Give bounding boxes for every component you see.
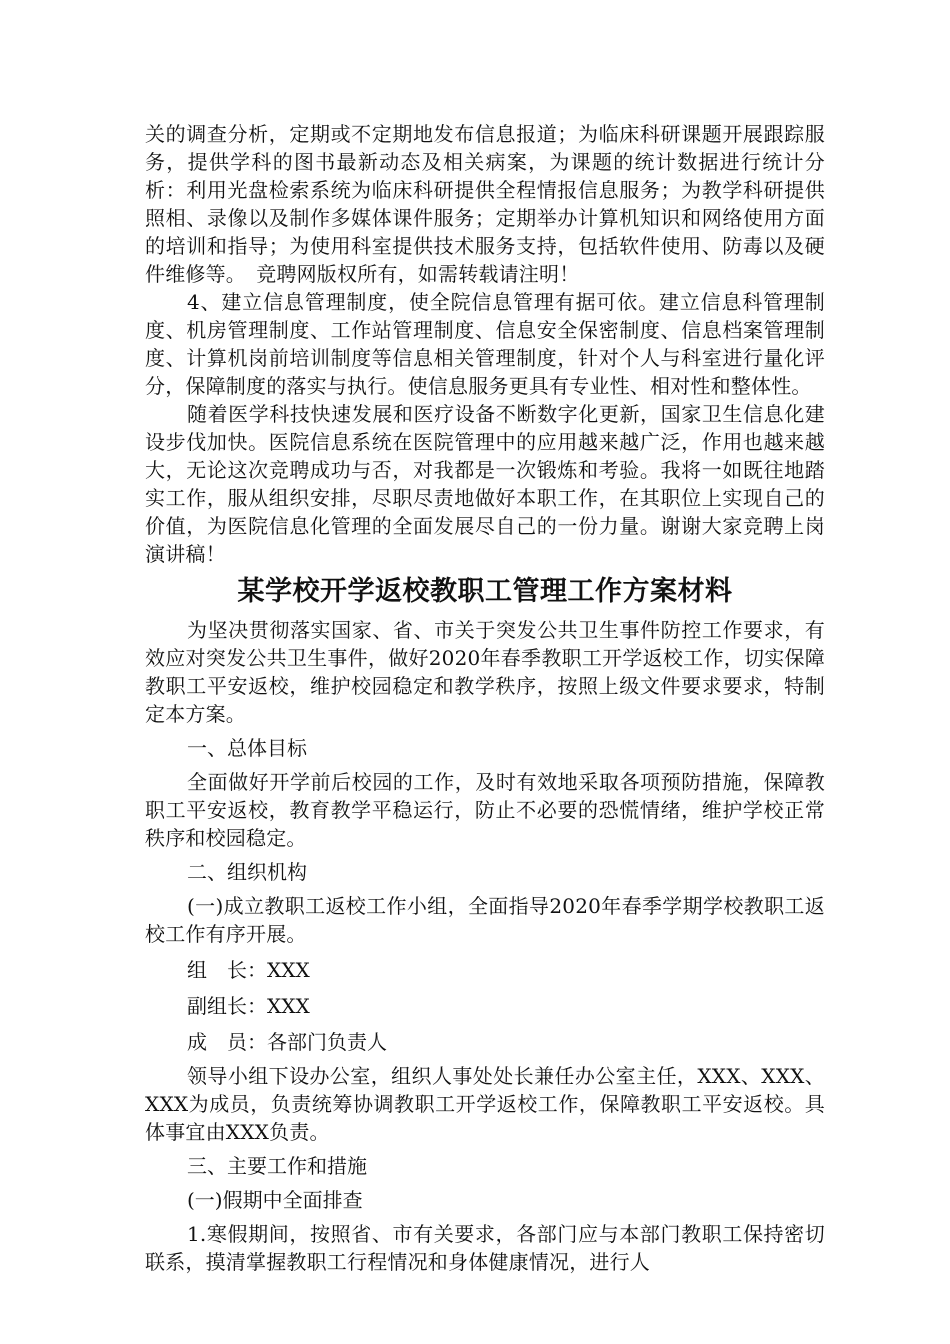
- paragraph-office: 领导小组下设办公室，组织人事处处长兼任办公室主任，XXX、XXX、XXX为成员，负责统筹协调教职工开学返校工作，保障教职工平安返校。具体事宜由XXX负责。: [145, 1064, 825, 1144]
- paragraph-goal: 全面做好开学前后校园的工作，及时有效地采取各项预防措施，保障教职工平安返校，教育教学平稳运行，防止不必要的恐慌情绪，维护学校正常秩序和校园稳定。: [145, 770, 825, 850]
- paragraph-closing: 随着医学科技快速发展和医疗设备不断数字化更新，国家卫生信息化建设步伐加快。医院信息系统在医院管理中的应用越来越广泛，作用也越来越大，无论这次竞聘成功与否，对我都是一次锻炼和考验。我将一如既往地踏实工作，服从组织安排，尽职尽责地做好本职工作，在其职位上实现自己的价值，为医院信息化管理的全面发展尽自己的一份力量。谢谢大家竞聘上岗演讲稿！: [145, 402, 825, 566]
- document-page: [145, 120, 825, 1276]
- paragraph-info-management: 4、建立信息管理制度，使全院信息管理有据可依。建立信息科管理制度、机房管理制度、工作站管理制度、信息安全保密制度、信息档案管理制度、计算机岗前培训制度等信息相关管理制度，针对个人与科室进行量化评分，保障制度的落实与执行。使信息服务更具有专业性、相对性和整体性。: [145, 290, 825, 398]
- leader-line: 组 长：XXX: [187, 958, 310, 982]
- members-line: 成 员：各部门负责人: [187, 1030, 387, 1054]
- paragraph-item-1: 1.寒假期间，按照省、市有关要求，各部门应与本部门教职工保持密切联系，摸清掌握教职工行程情况和身体健康情况，进行人: [145, 1222, 825, 1274]
- paragraph-continuation: 关的调查分析，定期或不定期地发布信息报道；为临床科研课题开展跟踪服务，提供学科的图书最新动态及相关病案，为课题的统计数据进行统计分析：利用光盘检索系统为临床科研提供全程情报信息服务；为教学科研提供照相、录像以及制作多媒体课件服务；定期举办计算机知识和网络使用方面的培训和指导；为使用科室提供技术服务支持，包括软件使用、防毒以及硬件维修等。 竞聘网版权所有，如需转载请注明！: [145, 122, 825, 286]
- section-heading-org: 二、组织机构: [187, 860, 307, 884]
- deputy-line: 副组长：XXX: [187, 994, 310, 1018]
- section-heading-measures: 三、主要工作和措施: [187, 1154, 367, 1178]
- subsection-heading-check: (一)假期中全面排查: [187, 1188, 363, 1212]
- document-title: 某学校开学返校教职工管理工作方案材料: [237, 576, 733, 607]
- paragraph-intro: 为坚决贯彻落实国家、省、市关于突发公共卫生事件防控工作要求，有效应对突发公共卫生事件，做好2020年春季教职工开学返校工作，切实保障教职工平安返校，维护校园稳定和教学秩序，按照上级文件要求要求，特制定本方案。: [145, 618, 825, 726]
- section-heading-goal: 一、总体目标: [187, 736, 307, 760]
- paragraph-org: (一)成立教职工返校工作小组，全面指导2020年春季学期学校教职工返校工作有序开展。: [145, 894, 825, 946]
